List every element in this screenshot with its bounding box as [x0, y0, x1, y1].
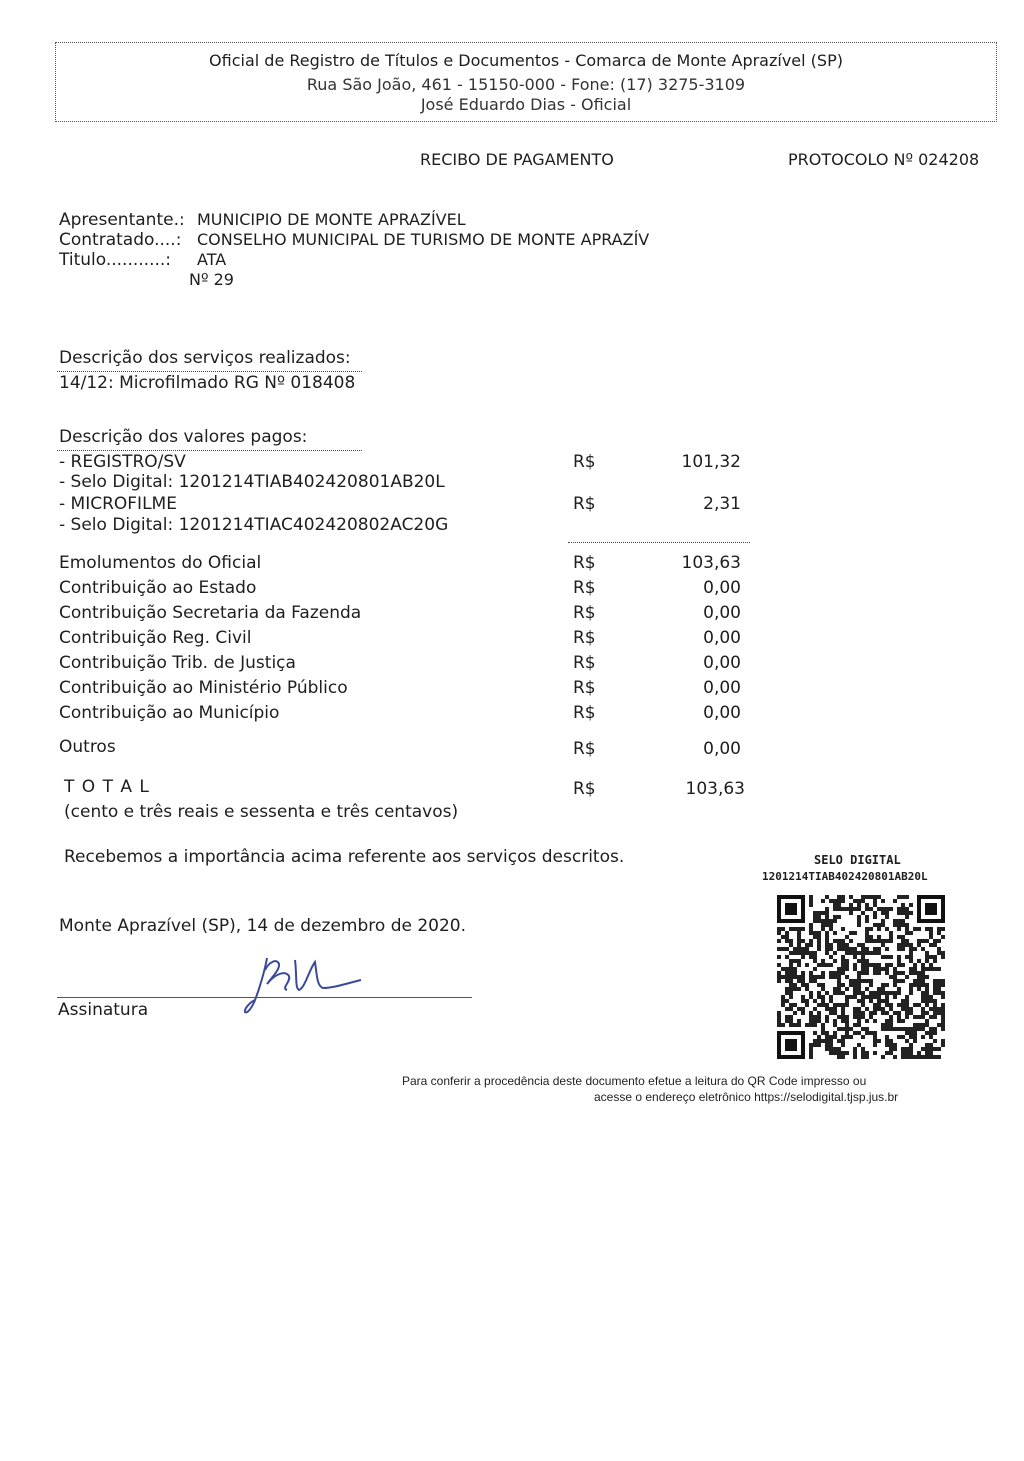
value-item-text: - MICROFILME [59, 494, 177, 514]
titulo-number: Nº 29 [189, 270, 234, 289]
values-divider [57, 450, 362, 451]
registry-address: Rua São João, 461 - 15150-000 - Fone: (17) 3275-3109 [306, 75, 746, 94]
totals-row-label: Contribuição Trib. de Justiça [59, 653, 296, 673]
registry-title: Oficial de Registro de Títulos e Documentos - Comarca de Monte Aprazível (SP) [209, 51, 843, 70]
titulo-value: ATA [197, 250, 227, 269]
value-item-currency: R$ [573, 452, 596, 472]
protocol-number: PROTOCOLO Nº 024208 [788, 150, 980, 169]
titulo-label: Titulo...........: [59, 250, 172, 270]
total-in-words: (cento e três reais e sessenta e três centavos) [64, 802, 459, 822]
value-item-seal: - Selo Digital: 1201214TIAB402420801AB20L [59, 472, 445, 492]
value-item-seal: - Selo Digital: 1201214TIAC402420802AC20G [59, 515, 449, 535]
services-line: 14/12: Microfilmado RG Nº 018408 [59, 373, 356, 393]
apresentante-value: MUNICIPIO DE MONTE APRAZÍVEL [197, 210, 466, 229]
totals-row-currency: R$ [573, 678, 596, 698]
receipt-title: RECIBO DE PAGAMENTO [420, 150, 614, 169]
totals-row-label: Contribuição ao Estado [59, 578, 257, 598]
footer-line-1: Para conferir a procedência deste documento efetue a leitura do QR Code impresso ou [402, 1074, 867, 1088]
totals-row-amount: 0,00 [703, 653, 741, 673]
handwritten-signature [225, 940, 375, 1020]
totals-row-label: Contribuição ao Ministério Público [59, 678, 348, 698]
totals-row-amount: 0,00 [703, 703, 741, 723]
value-item-currency: R$ [573, 494, 596, 514]
totals-row-amount: 103,63 [681, 553, 741, 573]
totals-row-amount: 0,00 [703, 628, 741, 648]
contratado-label: Contratado....: [59, 230, 182, 250]
services-heading: Descrição dos serviços realizados: [59, 348, 351, 368]
totals-row-currency: R$ [573, 653, 596, 673]
signature-label: Assinatura [58, 1000, 149, 1020]
registry-header [55, 42, 997, 122]
registry-official: José Eduardo Dias - Oficial [420, 95, 632, 114]
apresentante-label: Apresentante.: [59, 210, 185, 230]
total-amount: 103,63 [685, 779, 745, 799]
seal-title: SELO DIGITAL [814, 853, 901, 867]
totals-row-label: Contribuição Secretaria da Fazenda [59, 603, 362, 623]
value-item-text: - REGISTRO/SV [59, 452, 186, 472]
services-divider [57, 371, 362, 372]
totals-row-currency: R$ [573, 603, 596, 623]
value-item-amount: 101,32 [681, 452, 741, 472]
signature-line [57, 997, 472, 998]
footer-line-2: acesse o endereço eletrônico https://selodigital.tjsp.jus.br [594, 1090, 899, 1104]
totals-row-currency: R$ [573, 703, 596, 723]
totals-row-label: Outros [59, 737, 116, 757]
values-heading: Descrição dos valores pagos: [59, 427, 308, 447]
totals-row-amount: 0,00 [703, 678, 741, 698]
totals-row-label: Emolumentos do Oficial [59, 553, 262, 573]
totals-row-currency: R$ [573, 739, 596, 759]
totals-row-label: Contribuição Reg. Civil [59, 628, 252, 648]
total-currency: R$ [573, 779, 596, 799]
totals-row-currency: R$ [573, 628, 596, 648]
total-label: T O T A L [64, 777, 150, 797]
totals-row-currency: R$ [573, 553, 596, 573]
totals-row-amount: 0,00 [703, 578, 741, 598]
contratado-value: CONSELHO MUNICIPAL DE TURISMO DE MONTE APRAZÍV [197, 230, 650, 249]
totals-row-amount: 0,00 [703, 603, 741, 623]
qr-code[interactable] [777, 895, 945, 1059]
seal-code: 1201214TIAB402420801AB20L [762, 870, 928, 883]
value-item-amount: 2,31 [703, 494, 741, 514]
totals-row-currency: R$ [573, 578, 596, 598]
place-date: Monte Aprazível (SP), 14 de dezembro de 2020. [59, 916, 467, 936]
totals-row-amount: 0,00 [703, 739, 741, 759]
declaration: Recebemos a importância acima referente aos serviços descritos. [64, 847, 625, 867]
sum-divider [568, 542, 750, 543]
totals-row-label: Contribuição ao Município [59, 703, 280, 723]
